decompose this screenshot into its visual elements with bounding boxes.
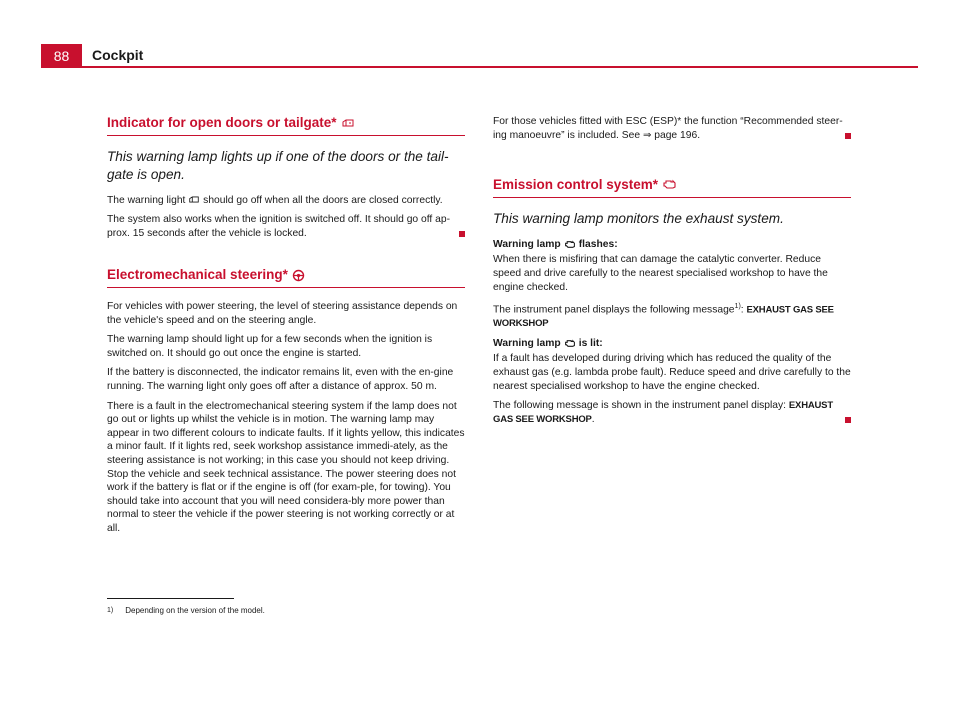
page-number: 88 xyxy=(41,44,82,68)
footnote-reference: 1) xyxy=(734,303,741,311)
section-title: Indicator for open doors or tailgate* xyxy=(107,115,337,130)
section-heading-steering xyxy=(107,268,465,288)
section-heading-emission xyxy=(493,178,851,198)
page-reference: page 196. xyxy=(654,129,701,141)
subheading-flashes: Warning lamp flashes: xyxy=(493,238,618,250)
paragraph: The system also works when the ignition is switched off. It should go off ap-prox. 15 seconds after the vehicle is locked. xyxy=(107,213,465,240)
left-column xyxy=(107,116,465,541)
running-header: Cockpit xyxy=(92,47,144,63)
engine-warning-icon xyxy=(564,339,576,348)
paragraph: For vehicles with power steering, the level of steering assistance depends on the vehicle's speed and on the steering angle. xyxy=(107,300,458,326)
engine-warning-icon xyxy=(564,240,576,249)
paragraph: If the battery is disconnected, the indicator remains lit, even with the en-gine running. The warning light only goes off after a distance of approx. 50 m. xyxy=(107,367,454,392)
footnote-mark: 1) xyxy=(107,607,114,614)
section-title: Electromechanical steering* xyxy=(107,267,288,283)
steering-warning-icon xyxy=(292,269,305,282)
open-door-icon xyxy=(341,118,355,128)
arrow-right-icon: ⇒ xyxy=(642,129,652,141)
paragraph: The warning light should go off when all the doors are closed correctly. xyxy=(107,194,443,206)
paragraph: For those vehicles fitted with ESC (ESP)* the function “Recommended steer-ing manoeuvre” is included. See ⇒ page 196. xyxy=(493,115,851,142)
footnote-text: Depending on the version of the model. xyxy=(125,606,265,615)
paragraph: The instrument panel displays the following message$^{1)}$: EXHAUST GAS SEE WORKSHOP xyxy=(493,303,834,330)
open-door-icon xyxy=(188,195,200,204)
end-of-section-marker xyxy=(459,231,465,237)
subheading-lit: Warning lamp is lit: xyxy=(493,337,603,349)
paragraph: There is a fault in the electromechanical steering system if the lamp does not go out or lights up whilst the vehicle is in motion. The warning lamp may appear in two different colours to indicate faults. If it lights yellow, this indicates a minor fault. If it lights red, seek workshop assistance immedi-ately, as the steering assistance is not working; in this case you should not keep driving. Stop the vehicle and seek technical assistance. The power steering does not work if the battery is flat or if the engine is off (for exam-ple, for towing). You should take into account that you will need considera-bly more power than normal to steer the vehicle if the power steering is not working correctly or at all. xyxy=(107,400,465,534)
paragraph: The following message is shown in the instrument panel display: EXHAUST GAS SEE WORKSHOP. xyxy=(493,399,851,426)
section-heading-doors xyxy=(107,116,465,136)
end-of-section-marker xyxy=(845,133,851,139)
footnote-rule xyxy=(107,598,234,599)
lead-text: This warning lamp monitors the exhaust system. xyxy=(493,210,784,226)
section-title: Emission control system* xyxy=(493,177,659,193)
display-message: EXHAUST GAS SEE WORKSHOP xyxy=(493,304,834,330)
header-rule xyxy=(82,66,918,68)
end-of-section-marker xyxy=(845,417,851,423)
right-column xyxy=(493,115,851,432)
paragraph: The warning lamp should light up for a few seconds when the ignition is switched on. It should go out once the engine is started. xyxy=(107,334,433,359)
paragraph: If a fault has developed during driving which has reduced the quality of the exhaust gas (e.g. lambda probe fault). Reduce speed and drive carefully to the nearest specialised workshop to have the engine checked. xyxy=(493,353,851,392)
lead-text: This warning lamp lights up if one of the doors or the tail-gate is open. xyxy=(107,148,449,182)
paragraph: When there is misfiring that can damage the catalytic converter. Reduce speed and drive carefully to the nearest specialised workshop to have the engine checked. xyxy=(493,254,828,293)
footnote xyxy=(107,605,265,616)
display-message: EXHAUST GAS SEE WORKSHOP xyxy=(493,400,833,425)
engine-warning-icon xyxy=(662,179,677,190)
